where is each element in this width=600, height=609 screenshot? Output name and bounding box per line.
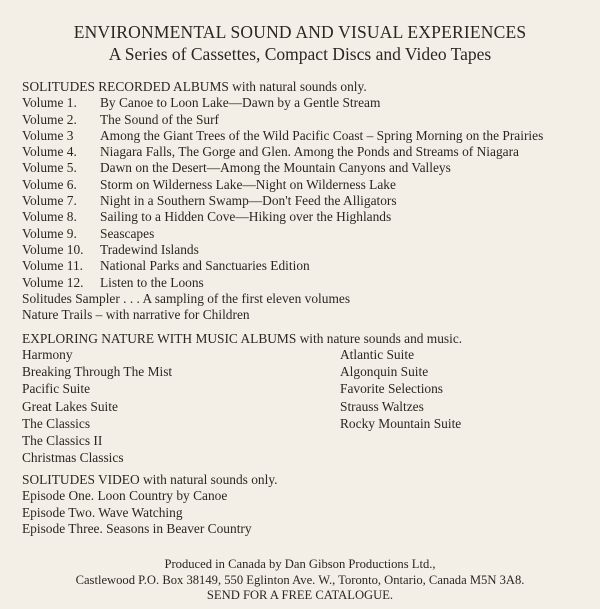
volume-number: Volume 6. bbox=[22, 176, 77, 192]
nature-music-heading-block bbox=[22, 331, 462, 347]
page-subtitle: A Series of Cassettes, Compact Discs and Video Tapes bbox=[108, 44, 492, 64]
volume-row bbox=[22, 258, 543, 274]
section-heading: SOLITUDES RECORDED ALBUMS with natural sounds only. bbox=[22, 79, 367, 94]
list-item: Algonquin Suite bbox=[340, 364, 429, 380]
footer-catalogue: SEND FOR A FREE CATALOGUE. bbox=[206, 588, 394, 602]
list-item: The Classics II bbox=[22, 433, 103, 449]
volume-row bbox=[22, 144, 543, 160]
volume-number: Volume 11. bbox=[22, 258, 84, 274]
volume-number: Volume 3 bbox=[22, 127, 74, 143]
volume-row bbox=[22, 112, 543, 128]
list-item: Atlantic Suite bbox=[340, 347, 415, 362]
volume-number: Volume 4. bbox=[22, 144, 77, 160]
episode-item: Episode One. Loon Country by Canoe bbox=[22, 488, 228, 504]
volume-number: Volume 12. bbox=[22, 274, 84, 290]
section-heading: EXPLORING NATURE WITH MUSIC ALBUMS with nature sounds and music. bbox=[22, 331, 463, 346]
volume-number: Volume 5. bbox=[22, 160, 77, 176]
volume-row bbox=[22, 226, 543, 242]
volume-number: Volume 9. bbox=[22, 225, 77, 241]
volume-title: Storm on Wilderness Lake—Night on Wilderness Lake bbox=[100, 176, 396, 192]
volume-title: Listen to the Loons bbox=[100, 274, 204, 290]
volume-title: National Parks and Sanctuaries Edition bbox=[100, 258, 310, 274]
volume-title: Seascapes bbox=[100, 225, 155, 241]
section-heading: SOLITUDES VIDEO with natural sounds only. bbox=[22, 472, 278, 487]
list-item: Breaking Through The Mist bbox=[22, 364, 173, 380]
volume-row bbox=[22, 95, 543, 111]
list-item: Strauss Waltzes bbox=[340, 398, 424, 414]
page-title: ENVIRONMENTAL SOUND AND VISUAL EXPERIENCES bbox=[73, 22, 527, 42]
volume-row bbox=[22, 242, 543, 258]
solitudes-albums-section bbox=[22, 79, 543, 323]
nature-music-right-list bbox=[340, 346, 461, 432]
volume-row bbox=[22, 160, 543, 176]
volume-title: Night in a Southern Swamp—Don't Feed the Alligators bbox=[100, 193, 397, 209]
extra-item: Nature Trails – with narrative for Children bbox=[22, 307, 250, 323]
footer-address: Castlewood P.O. Box 38149, 550 Eglinton Ave. W., Toronto, Ontario, Canada M5N 3A8. bbox=[75, 573, 525, 587]
volume-title: Dawn on the Desert—Among the Mountain Canyons and Valleys bbox=[100, 160, 451, 176]
volume-number: Volume 2. bbox=[22, 111, 77, 127]
volume-number: Volume 7. bbox=[22, 193, 77, 209]
list-item: Pacific Suite bbox=[22, 381, 91, 397]
volume-title: Sailing to a Hidden Cove—Hiking over the Highlands bbox=[100, 209, 392, 225]
volume-row bbox=[22, 177, 543, 193]
volume-number: Volume 1. bbox=[22, 95, 77, 111]
volume-title: The Sound of the Surf bbox=[100, 111, 220, 127]
volume-number: Volume 10. bbox=[22, 241, 84, 257]
video-section bbox=[22, 472, 278, 537]
list-item: Great Lakes Suite bbox=[22, 398, 118, 414]
list-item: Favorite Selections bbox=[340, 381, 444, 397]
volume-title: By Canoe to Loon Lake—Dawn by a Gentle Stream bbox=[100, 95, 381, 111]
volume-title: Niagara Falls, The Gorge and Glen. Among the Ponds and Streams of Niagara bbox=[100, 144, 519, 160]
list-item: Harmony bbox=[22, 347, 73, 362]
episode-item: Episode Three. Seasons in Beaver Country bbox=[22, 520, 252, 536]
volume-title: Tradewind Islands bbox=[100, 241, 199, 257]
volume-row bbox=[22, 128, 543, 144]
volume-title: Among the Giant Trees of the Wild Pacific Coast – Spring Morning on the Prairies bbox=[100, 127, 544, 143]
volume-row bbox=[22, 209, 543, 225]
episode-item: Episode Two. Wave Watching bbox=[22, 504, 183, 520]
volume-number: Volume 8. bbox=[22, 209, 77, 225]
list-item: The Classics bbox=[22, 415, 91, 431]
list-item: Christmas Classics bbox=[22, 450, 124, 466]
volume-row bbox=[22, 193, 543, 209]
nature-music-left-list bbox=[22, 346, 172, 466]
volume-row bbox=[22, 275, 543, 291]
footer-producer: Produced in Canada by Dan Gibson Productions Ltd., bbox=[164, 557, 436, 571]
extra-item: Solitudes Sampler . . . A sampling of the first eleven volumes bbox=[22, 290, 351, 306]
list-item: Rocky Mountain Suite bbox=[340, 415, 462, 431]
